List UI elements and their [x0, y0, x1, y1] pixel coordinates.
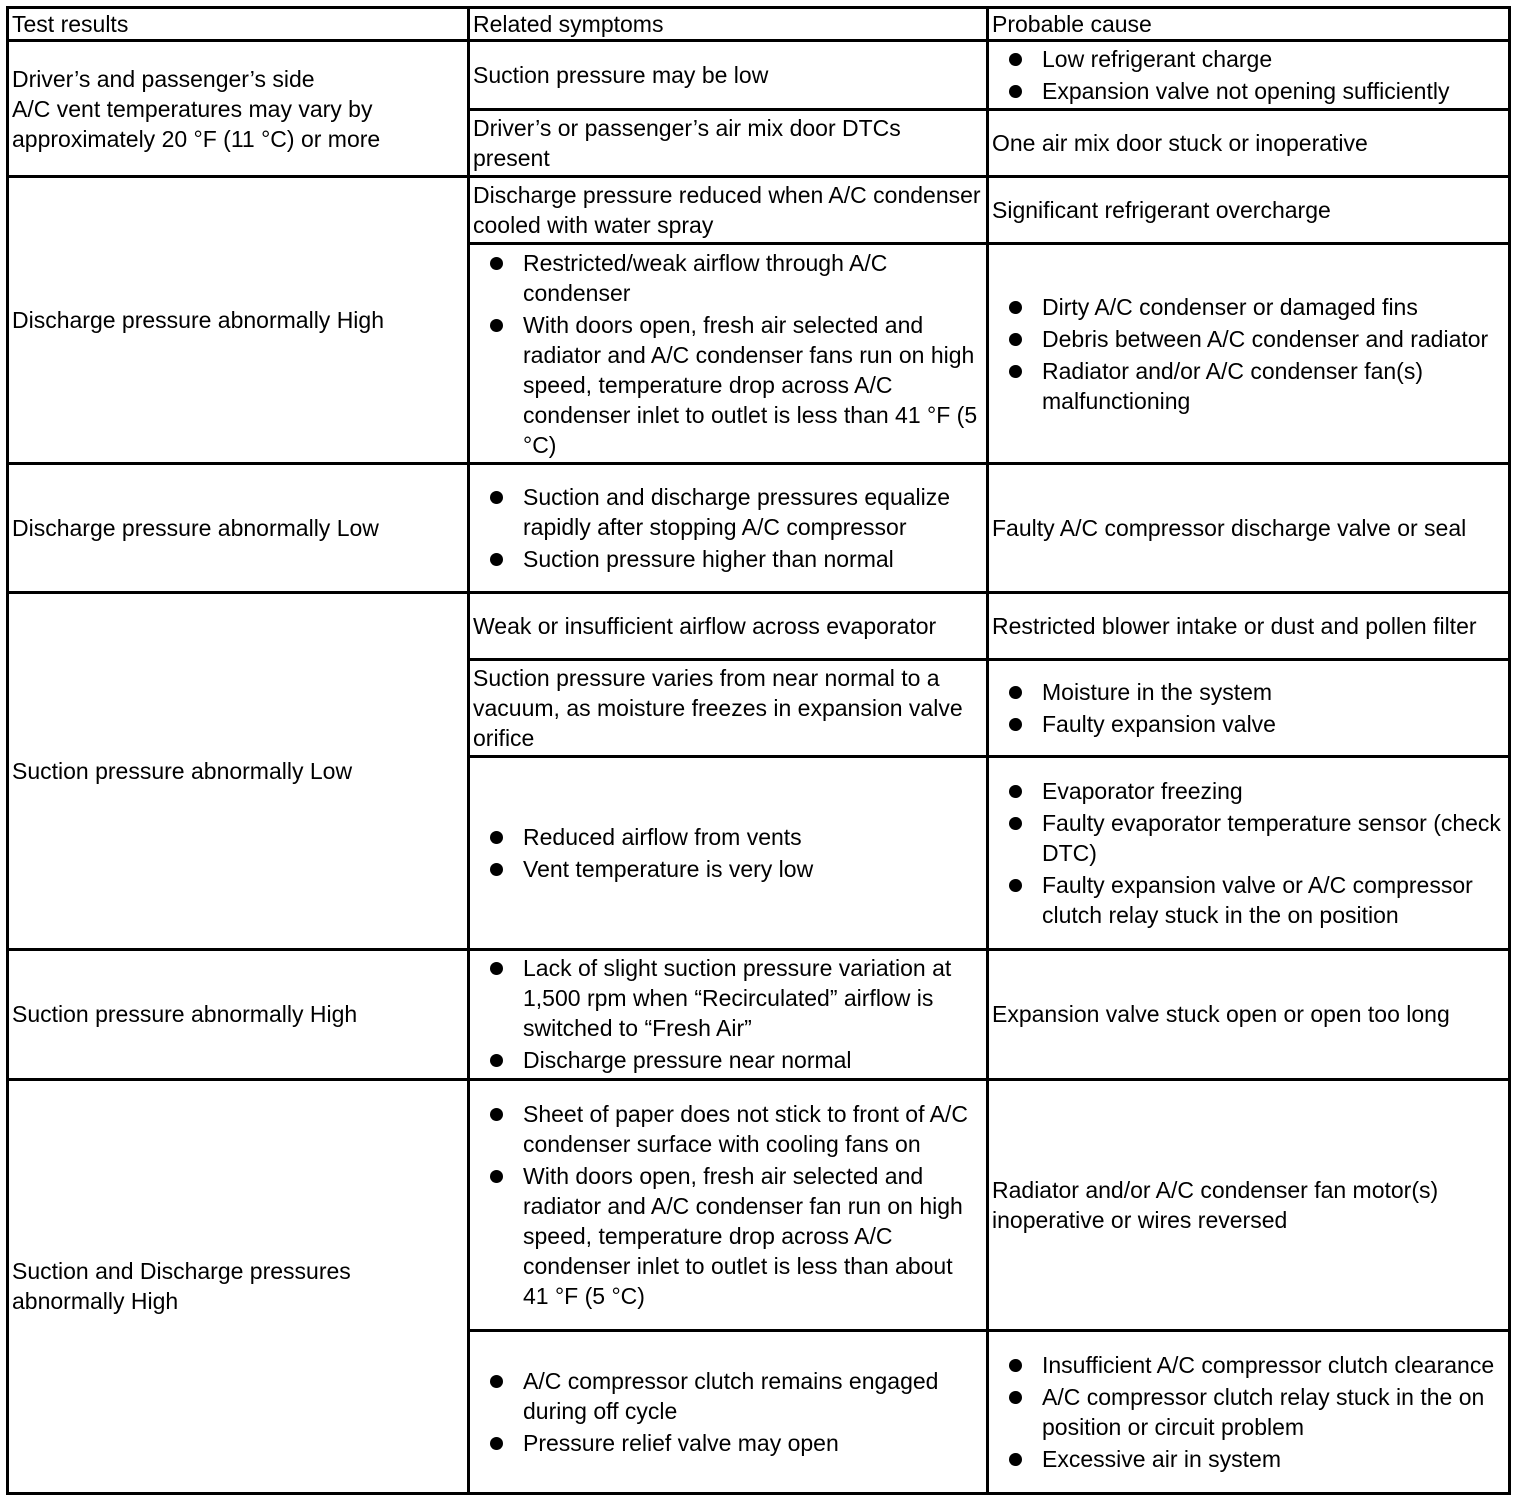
table-row [8, 464, 1510, 593]
cause-text: Significant refrigerant overcharge [992, 197, 1331, 224]
table-row [8, 1079, 1510, 1330]
list-item [473, 248, 983, 308]
table-row [8, 41, 1510, 110]
list-item-text: Insufficient A/C compressor clutch clearance [1042, 1351, 1495, 1378]
symptoms-cell [469, 1330, 988, 1493]
list-item-text: Moisture in the system [1042, 679, 1273, 706]
header-test-results: Test results [8, 8, 469, 41]
list-item-text: Lack of slight suction pressure variation at 1,500 rpm when “Recirculated” airflow is switched to “Fresh Air” [523, 955, 952, 1042]
list-item-text: Reduced airflow from vents [523, 823, 802, 850]
cause-list [992, 44, 1505, 106]
symptoms-list [473, 1099, 983, 1311]
symptoms-list [473, 953, 983, 1075]
bullet-icon [1009, 718, 1022, 731]
list-item-text: Evaporator freezing [1042, 777, 1243, 804]
list-item [992, 292, 1505, 322]
list-item [992, 356, 1505, 416]
list-item [473, 953, 983, 1043]
symptoms-text: Discharge pressure reduced when A/C condenser cooled with water spray [473, 182, 981, 239]
test-result-cell [8, 593, 469, 949]
list-item-text: Debris between A/C condenser and radiator [1042, 325, 1489, 352]
test-result-text: Suction pressure abnormally Low [12, 757, 353, 784]
list-item-text: Suction and discharge pressures equalize rapidly after stopping A/C compressor [523, 484, 951, 541]
list-item-text: Faulty expansion valve [1042, 711, 1276, 738]
test-result-cell [8, 949, 469, 1079]
bullet-icon [1009, 785, 1022, 798]
bullet-icon [1009, 879, 1022, 892]
cause-list [992, 677, 1505, 739]
cause-text: Restricted blower intake or dust and pollen filter [992, 613, 1477, 640]
table-wrapper [6, 6, 1508, 1495]
bullet-icon [490, 1375, 503, 1388]
list-item [992, 76, 1505, 106]
test-result-text: Discharge pressure abnormally Low [12, 515, 379, 542]
test-result-cell [8, 41, 469, 177]
bullet-icon [490, 491, 503, 504]
symptoms-cell [469, 593, 988, 660]
bullet-icon [1009, 85, 1022, 98]
symptoms-list [473, 248, 983, 460]
list-item-text: Suction pressure higher than normal [523, 546, 894, 573]
table-row [8, 949, 1510, 1079]
list-item [473, 544, 983, 574]
list-item [473, 1099, 983, 1159]
test-result-text: Suction pressure abnormally High [12, 1001, 358, 1028]
symptoms-text: Weak or insufficient airflow across evaporator [473, 613, 937, 640]
table-row [8, 177, 1510, 244]
symptoms-cell [469, 660, 988, 757]
list-item-text: A/C compressor clutch relay stuck in the on position or circuit problem [1042, 1383, 1485, 1440]
symptoms-text: Suction pressure may be low [473, 62, 769, 89]
list-item-text: Discharge pressure near normal [523, 1047, 852, 1074]
symptoms-text: Suction pressure varies from near normal to a vacuum, as moisture freezes in expansion valve orifice [473, 665, 963, 752]
symptoms-cell [469, 110, 988, 177]
bullet-icon [490, 1054, 503, 1067]
symptoms-text: Driver’s or passenger’s air mix door DTCs present [473, 115, 901, 172]
list-item-text: Low refrigerant charge [1042, 46, 1273, 73]
bullet-icon [1009, 817, 1022, 830]
list-item-text: Radiator and/or A/C condenser fan(s) malfunctioning [1042, 357, 1423, 414]
cause-text: Faulty A/C compressor discharge valve or seal [992, 515, 1467, 542]
list-item [992, 1382, 1505, 1442]
cause-cell [988, 660, 1510, 757]
list-item [473, 822, 983, 852]
symptoms-cell [469, 177, 988, 244]
list-item [992, 677, 1505, 707]
list-item [992, 1350, 1505, 1380]
cause-cell [988, 949, 1510, 1079]
symptoms-list [473, 822, 983, 884]
list-item [473, 1161, 983, 1311]
symptoms-list [473, 1366, 983, 1458]
header-probable-cause: Probable cause [988, 8, 1510, 41]
test-result-text: Discharge pressure abnormally High [12, 307, 384, 334]
cause-list [992, 292, 1505, 416]
bullet-icon [1009, 333, 1022, 346]
bullet-icon [490, 863, 503, 876]
cause-text: One air mix door stuck or inoperative [992, 130, 1368, 157]
symptoms-cell [469, 244, 988, 464]
cause-cell [988, 593, 1510, 660]
list-item [473, 854, 983, 884]
bullet-icon [490, 962, 503, 975]
symptoms-cell [469, 464, 988, 593]
list-item [473, 1366, 983, 1426]
cause-text: Expansion valve stuck open or open too long [992, 1001, 1450, 1028]
list-item-text: Vent temperature is very low [523, 855, 814, 882]
cause-text: Radiator and/or A/C condenser fan motor(s) inoperative or wires reversed [992, 1176, 1439, 1233]
test-result-cell [8, 1079, 469, 1493]
list-item [992, 324, 1505, 354]
list-item-text: Restricted/weak airflow through A/C condenser [523, 249, 888, 306]
symptoms-cell [469, 757, 988, 949]
list-item-text: Expansion valve not opening sufficiently [1042, 78, 1450, 105]
bullet-icon [490, 831, 503, 844]
symptoms-cell [469, 949, 988, 1079]
cause-cell [988, 110, 1510, 177]
header-related-symptoms: Related symptoms [469, 8, 988, 41]
list-item-text: A/C compressor clutch remains engaged during off cycle [523, 1367, 939, 1424]
bullet-icon [490, 257, 503, 270]
bullet-icon [1009, 686, 1022, 699]
list-item-text: With doors open, fresh air selected and radiator and A/C condenser fan run on high speed, temperature drop across A/C condenser inlet to outlet is less than about 41 °F (5 °C) [523, 1162, 963, 1309]
bullet-icon [1009, 1453, 1022, 1466]
list-item [473, 310, 983, 460]
list-item [473, 1428, 983, 1458]
cause-cell [988, 41, 1510, 110]
header-row [8, 8, 1510, 41]
bullet-icon [490, 1170, 503, 1183]
bullet-icon [490, 1437, 503, 1450]
list-item [473, 1045, 983, 1075]
bullet-icon [1009, 365, 1022, 378]
list-item-text: Pressure relief valve may open [523, 1429, 839, 1456]
list-item-text: Dirty A/C condenser or damaged fins [1042, 293, 1418, 320]
bullet-icon [1009, 301, 1022, 314]
list-item [473, 482, 983, 542]
list-item [992, 1444, 1505, 1474]
test-result-text: A/C vent temperatures may vary by approximately 20 °F (11 °C) or more [12, 95, 381, 152]
list-item [992, 709, 1505, 739]
diagnosis-table [6, 6, 1511, 1495]
test-result-text: Driver’s and passenger’s side [12, 65, 315, 92]
bullet-icon [490, 1108, 503, 1121]
bullet-icon [490, 553, 503, 566]
cause-cell [988, 1330, 1510, 1493]
test-result-cell [8, 177, 469, 464]
symptoms-cell [469, 1079, 988, 1330]
test-result-cell [8, 464, 469, 593]
cause-list [992, 1350, 1505, 1474]
list-item-text: Faulty evaporator temperature sensor (check DTC) [1042, 809, 1501, 866]
bullet-icon [1009, 1391, 1022, 1404]
cause-cell [988, 1079, 1510, 1330]
list-item-text: Sheet of paper does not stick to front of A/C condenser surface with cooling fans on [523, 1100, 968, 1157]
test-result-text: Suction and Discharge pressures abnormally High [12, 1258, 351, 1315]
list-item [992, 44, 1505, 74]
cause-cell [988, 177, 1510, 244]
symptoms-list [473, 482, 983, 574]
symptoms-cell [469, 41, 988, 110]
cause-list [992, 776, 1505, 930]
list-item-text: Excessive air in system [1042, 1445, 1282, 1472]
list-item [992, 776, 1505, 806]
cause-cell [988, 757, 1510, 949]
list-item [992, 808, 1505, 868]
cause-cell [988, 244, 1510, 464]
list-item-text: Faulty expansion valve or A/C compressor clutch relay stuck in the on position [1042, 871, 1473, 928]
list-item-text: With doors open, fresh air selected and radiator and A/C condenser fans run on high speed, temperature drop across A/C condenser inlet to outlet is less than 41 °F (5 °C) [523, 311, 978, 458]
table-row [8, 593, 1510, 660]
bullet-icon [1009, 53, 1022, 66]
bullet-icon [1009, 1359, 1022, 1372]
list-item [992, 870, 1505, 930]
bullet-icon [490, 319, 503, 332]
cause-cell [988, 464, 1510, 593]
table-body [8, 41, 1510, 1494]
